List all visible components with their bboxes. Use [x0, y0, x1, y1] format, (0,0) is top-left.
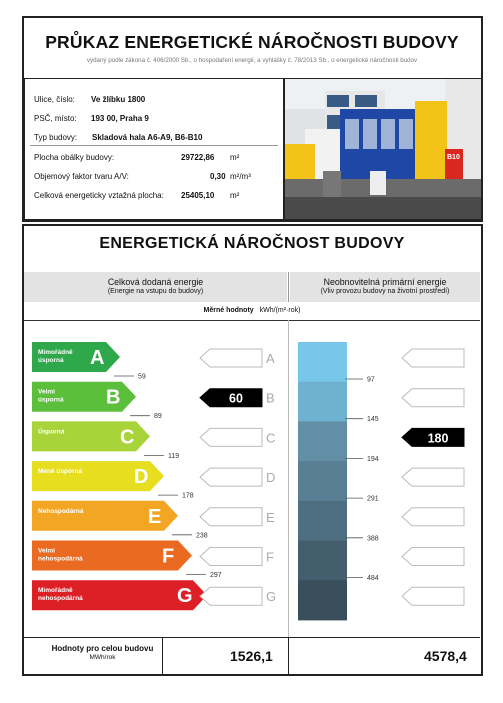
primary-bar-a: [298, 342, 347, 382]
left-grey-letter-c: C: [266, 430, 276, 446]
area-value: 25405,10: [181, 191, 215, 200]
class-label-c: Úsporná: [38, 428, 65, 436]
area-label: Celková energeticky vztažná plocha:: [34, 191, 164, 200]
primary-bar-f: [298, 541, 347, 581]
right-threshold-6: 484: [367, 575, 379, 582]
envelope-label: Plocha obálky budovy:: [34, 153, 115, 162]
class-letter-d: D: [134, 466, 149, 489]
psc-label: PSČ, místo:: [34, 114, 77, 123]
class-label2-f: nehospodárná: [38, 555, 83, 563]
left-total-value: 1526,1: [230, 648, 273, 664]
class-letter-g: G: [177, 585, 193, 608]
class-label-g: Mimořádně: [38, 587, 73, 595]
left-threshold-4: 178: [182, 492, 194, 500]
document-subtitle: vydaný podle zákona č. 406/2000 Sb., o hospodaření energií, a vyhlášky č. 78/2013 Sb., o energetické náročnosti budov: [86, 57, 418, 64]
class-letter-f: F: [162, 545, 175, 568]
totals-label-cell: [30, 644, 175, 661]
left-grey-letter-b: B: [266, 390, 275, 406]
right-threshold-1: 97: [367, 376, 375, 384]
totals-row: [24, 637, 480, 675]
type-label: Typ budovy:: [34, 133, 78, 142]
sign-text: B10: [447, 154, 460, 161]
right-threshold-2: 145: [367, 416, 379, 424]
left-header-title: Celková dodaná energie: [107, 277, 204, 287]
left-grey-letter-e: E: [266, 509, 275, 525]
left-threshold-5: 238: [196, 532, 208, 540]
class-label2-g: nehospodárná: [38, 595, 83, 603]
left-header-sub: (Energie na vstupu do budovy): [107, 288, 204, 295]
shape-label: Objemový faktor tvaru A/V:: [34, 172, 129, 181]
document-title: PRŮKAZ ENERGETICKÉ NÁROČNOSTI BUDOVY: [45, 32, 459, 52]
left-result-slot-g: [200, 587, 262, 605]
envelope-unit: m²: [230, 153, 240, 162]
primary-bar-e: [298, 501, 347, 541]
right-threshold-5: 388: [367, 535, 379, 543]
right-total-value: 4578,4: [424, 648, 467, 664]
psc-value: 193 00, Praha 9: [91, 114, 149, 123]
right-result-slot-d: [402, 468, 464, 486]
left-result-slot-c: [200, 428, 262, 446]
shape-unit: m²/m³: [230, 172, 251, 181]
unit-value: kWh/(m²·rok): [259, 307, 301, 314]
right-header-sub: (Vliv provozu budovy na životní prostředí): [320, 288, 450, 295]
type-value: Skladová hala A6-A9, B6-B10: [92, 133, 203, 142]
primary-bar-c: [298, 421, 347, 461]
left-grey-letter-a: A: [266, 351, 275, 366]
totals-sep-2: [288, 638, 289, 675]
left-result-slot-a: [200, 349, 262, 367]
right-header-title: Neobnovitelná primární energie: [323, 277, 447, 287]
totals-label: Hodnoty pro celou budovu: [51, 644, 154, 653]
left-grey-letter-d: D: [266, 470, 276, 486]
right-result-slot-g: [402, 587, 464, 605]
right-result-slot-a: [402, 349, 464, 367]
right-threshold-3: 194: [367, 455, 379, 463]
class-label-f: Velmi: [38, 547, 55, 555]
left-threshold-1: 59: [138, 373, 146, 381]
totals-sep-1: [162, 638, 163, 675]
street-value: Ve žlíbku 1800: [91, 95, 146, 104]
area-unit: m²: [230, 191, 240, 200]
left-threshold-3: 119: [168, 452, 180, 460]
street-label: Ulice, číslo:: [34, 95, 75, 104]
class-letter-c: C: [120, 426, 135, 449]
left-result-slot-e: [200, 508, 262, 526]
class-label-b: Velmi: [38, 388, 55, 396]
class-label2-a: úsporná: [38, 357, 64, 364]
primary-bar-d: [298, 461, 347, 501]
class-letter-e: E: [148, 505, 162, 528]
class-label-a: Mimořádně: [38, 349, 73, 356]
left-grey-letter-g: G: [266, 589, 277, 605]
class-label2-b: úsporná: [38, 396, 64, 404]
primary-bar-g: [298, 580, 347, 620]
right-result-slot-f: [402, 548, 464, 566]
primary-bar-b: [298, 382, 347, 422]
right-result-value: 180: [427, 431, 449, 446]
left-result-value: 60: [229, 391, 243, 406]
totals-unit: MWh/rok: [89, 654, 116, 661]
class-label-d: Méně úsporná: [38, 468, 83, 476]
section-title: ENERGETICKÁ NÁROČNOST BUDOVY: [99, 235, 405, 252]
right-result-slot-b: [402, 389, 464, 407]
class-label-e: Nehospodárná: [38, 507, 84, 515]
left-threshold-6: 297: [210, 572, 222, 579]
left-result-slot-f: [200, 548, 262, 566]
class-letter-a: A: [90, 347, 105, 369]
right-threshold-4: 291: [367, 495, 379, 503]
envelope-value: 29722,86: [181, 153, 215, 162]
right-result-slot-e: [402, 508, 464, 526]
left-threshold-2: 89: [154, 413, 162, 421]
unit-label: Měrné hodnoty: [203, 307, 254, 314]
class-letter-b: B: [106, 386, 121, 409]
left-grey-letter-f: F: [266, 549, 274, 565]
shape-value: 0,30: [210, 172, 226, 181]
left-result-slot-d: [200, 468, 262, 486]
